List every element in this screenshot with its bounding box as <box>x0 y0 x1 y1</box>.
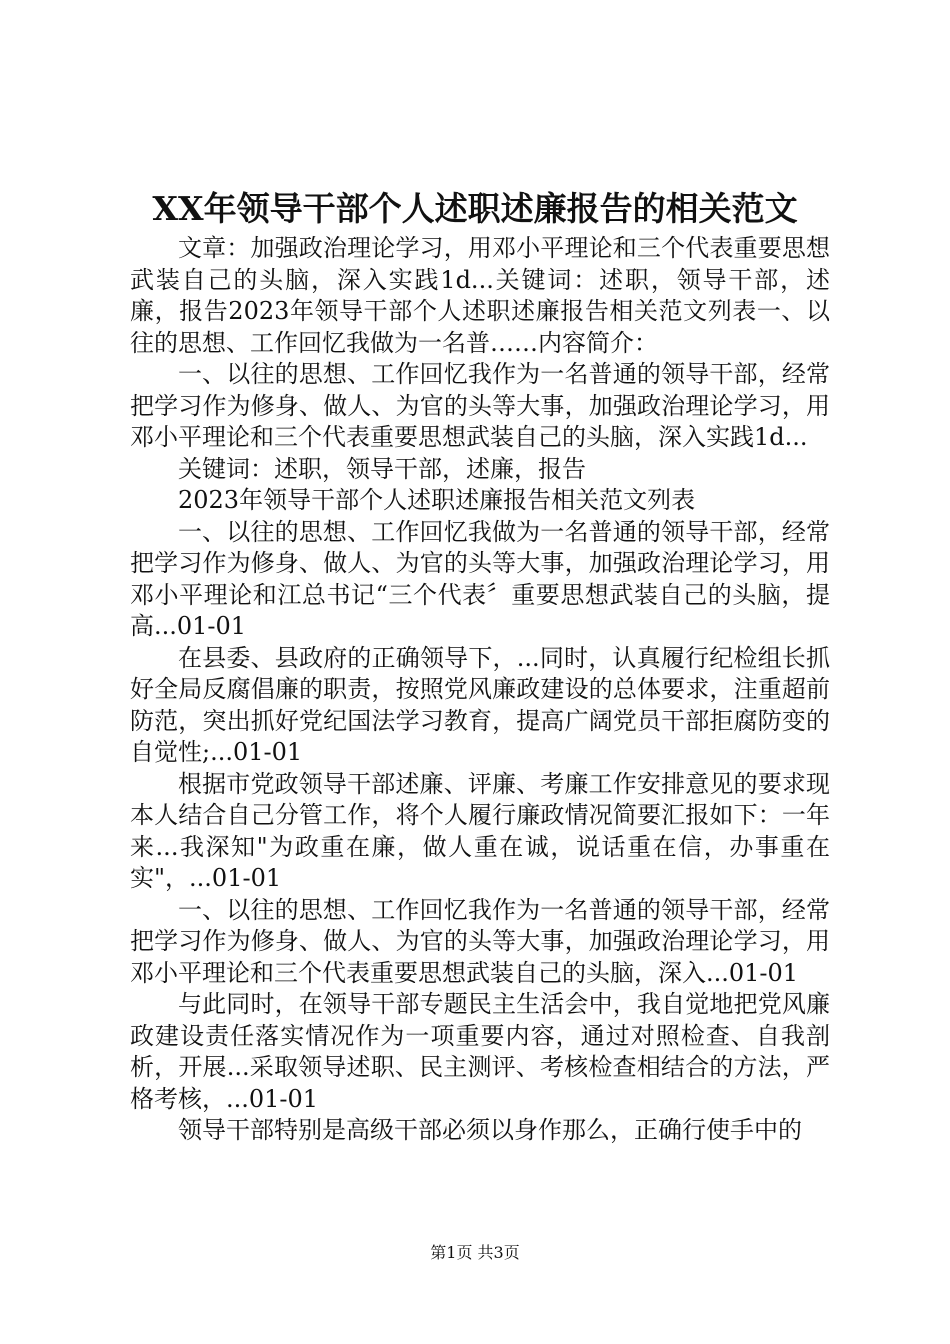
paragraph: 在县委、县政府的正确领导下，...同时，认真履行纪检组长抓好全局反腐倡廉的职责，按照党风廉政建设的总体要求，注重超前防范，突出抓好党纪国法学习教育，提高广阔党员干部拒腐防变的自觉性;...01-01 <box>130 643 830 766</box>
paragraph: 一、以往的思想、工作回忆我做为一名普通的领导干部，经常把学习作为修身、做人、为官的头等大事，加强政治理论学习，用邓小平理论和江总书记“三个代表〞重要思想武装自己的头脑，提高...01-01 <box>130 517 830 640</box>
paragraph: 领导干部特别是高级干部必须以身作那么，正确行使手中的 <box>178 1116 802 1144</box>
document-body <box>130 233 830 1147</box>
document-title: XX年领导干部个人述职述廉报告的相关范文 <box>152 189 798 228</box>
paragraph-keywords: 关键词：述职，领导干部，述廉，报告 <box>178 454 586 483</box>
paragraph: 与此同时，在领导干部专题民主生活会中，我自觉地把党风廉政建设责任落实情况作为一项重要内容，通过对照检查、自我剖析，开展...采取领导述职、民主测评、考核检查相结合的方法，严格考核，...01-01 <box>130 990 830 1113</box>
paragraph-summary: 文章：加强政治理论学习，用邓小平理论和三个代表重要思想武装自己的头脑，深入实践1d...关键词：述职，领导干部，述廉，报告2023年领导干部个人述职述廉报告相关范文列表一、以往的思想、工作回忆我做为一名普……内容简介： <box>130 234 830 357</box>
paragraph-list-heading: 2023年领导干部个人述职述廉报告相关范文列表 <box>178 486 696 514</box>
paragraph: 根据市党政领导干部述廉、评廉、考廉工作安排意见的要求现本人结合自己分管工作，将个人履行廉政情况简要汇报如下：一年来...我深知"为政重在廉，做人重在诚，说话重在信，办事重在实"，...01-01 <box>130 769 830 892</box>
page-number-footer: 第1页 共3页 <box>430 1243 520 1262</box>
paragraph: 一、以往的思想、工作回忆我作为一名普通的领导干部，经常把学习作为修身、做人、为官的头等大事，加强政治理论学习，用邓小平理论和三个代表重要思想武装自己的头脑，深入...01-01 <box>130 895 830 987</box>
paragraph: 一、以往的思想、工作回忆我作为一名普通的领导干部，经常把学习作为修身、做人、为官的头等大事，加强政治理论学习，用邓小平理论和三个代表重要思想武装自己的头脑，深入实践1d... <box>130 360 830 451</box>
